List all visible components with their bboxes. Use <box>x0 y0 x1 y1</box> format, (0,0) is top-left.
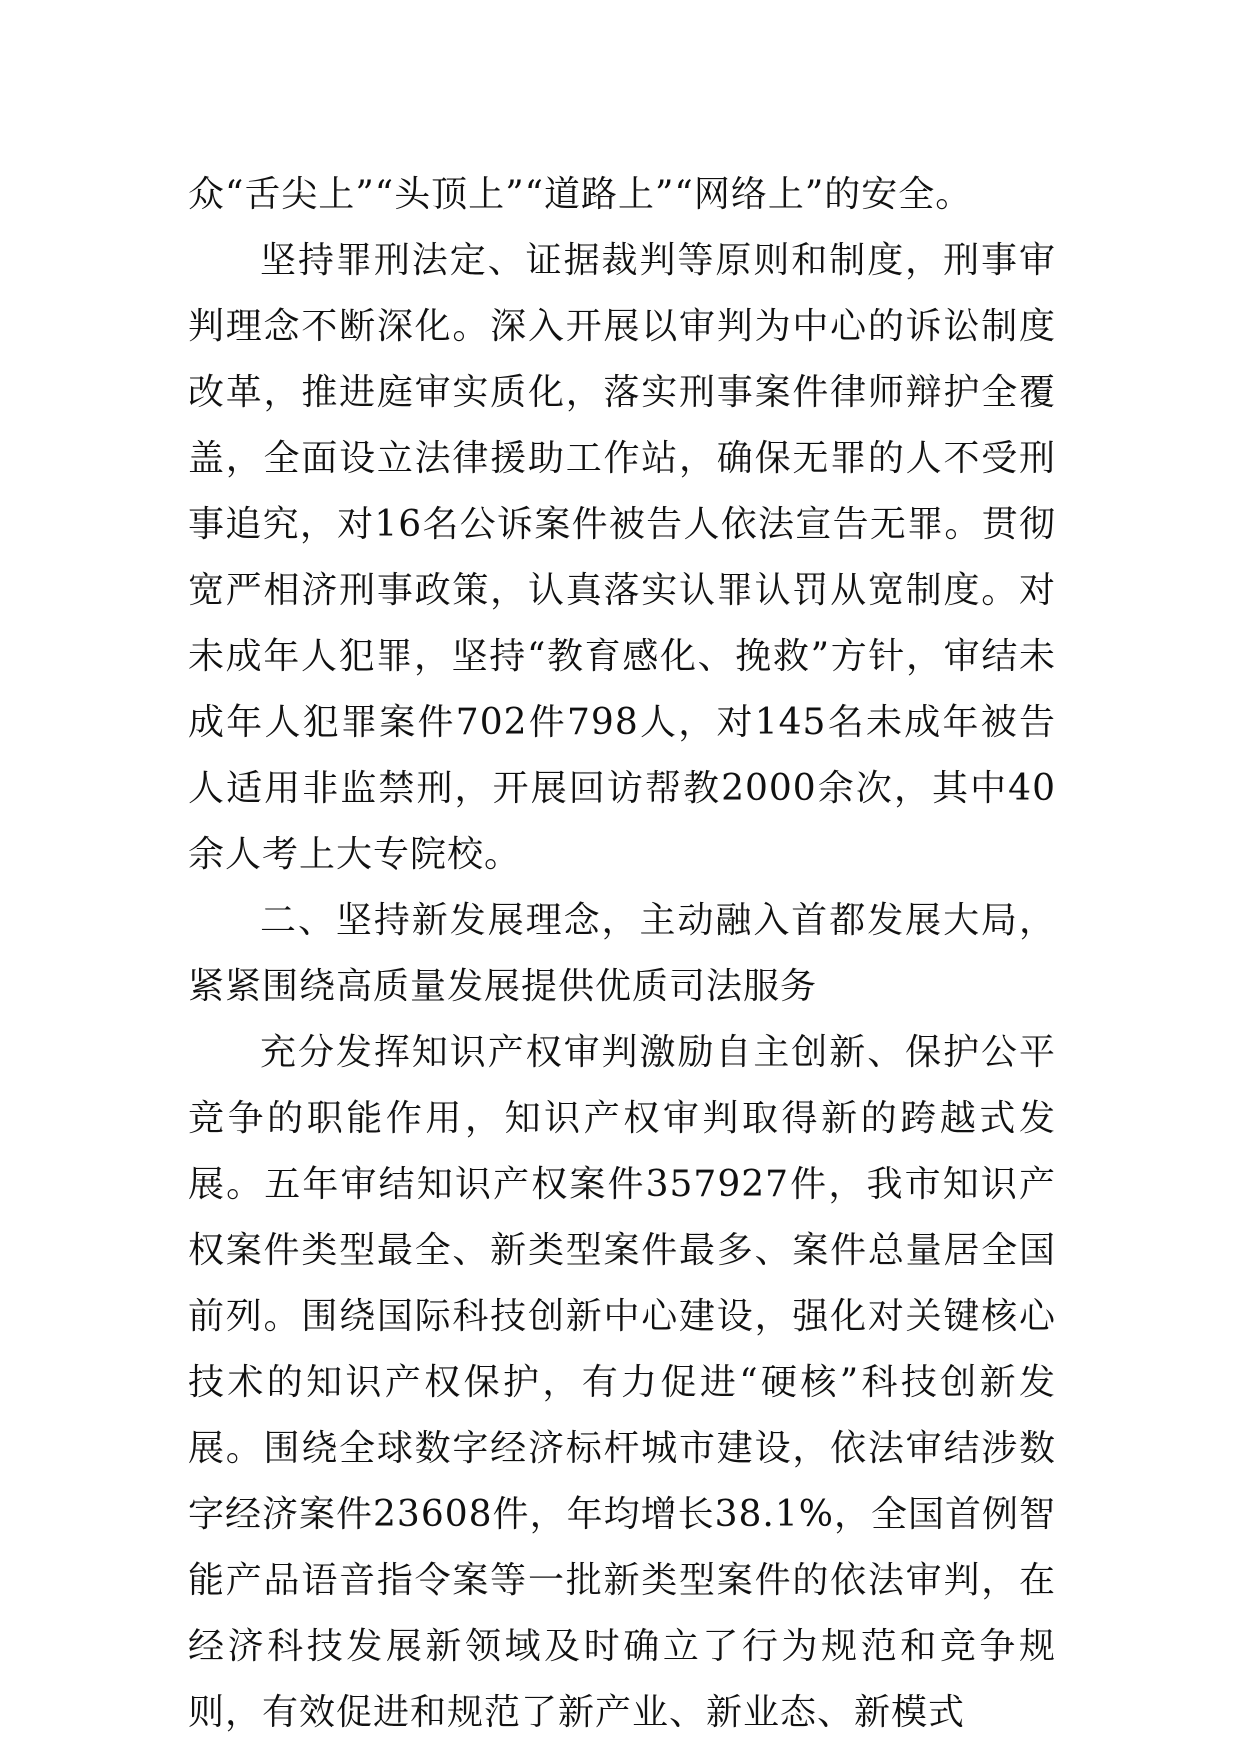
paragraph-intellectual-property: 充分发挥知识产权审判激励自主创新、保护公平竞争的职能作用，知识产权审判取得新的跨越式发展。五年审结知识产权案件357927件，我市知识产权案件类型最全、新类型案件最多、案件总量居全国前列。围绕国际科技创新中心建设，强化对关键核心技术的知识产权保护，有力促进“硬核”科技创新发展。围绕全球数字经济标杆城市建设，依法审结涉数字经济案件23608件，年均增长38.1%，全国首例智能产品语音指令案等一批新类型案件的依法审判，在经济科技发展新领域及时确立了行为规范和竞争规则，有效促进和规范了新产业、新业态、新模式 <box>188 1032 1056 1733</box>
body-text <box>188 162 1056 1746</box>
section-heading-two: 二、坚持新发展理念，主动融入首都发展大局，紧紧围绕高质量发展提供优质司法服务 <box>188 900 1056 1007</box>
paragraph-criminal-trial: 坚持罪刑法定、证据裁判等原则和制度，刑事审判理念不断深化。深入开展以审判为中心的诉讼制度改革，推进庭审实质化，落实刑事案件律师辩护全覆盖，全面设立法律援助工作站，确保无罪的人不受刑事追究，对16名公诉案件被告人依法宣告无罪。贯彻宽严相济刑事政策，认真落实认罪认罚从宽制度。对未成年人犯罪，坚持“教育感化、挽救”方针，审结未成年人犯罪案件702件798人，对145名未成年被告人适用非监禁刑，开展回访帮教2000余次，其中40余人考上大专院校。 <box>188 240 1056 875</box>
paragraph-continuation: 众“舌尖上”“头顶上”“道路上”“网络上”的安全。 <box>188 174 973 215</box>
